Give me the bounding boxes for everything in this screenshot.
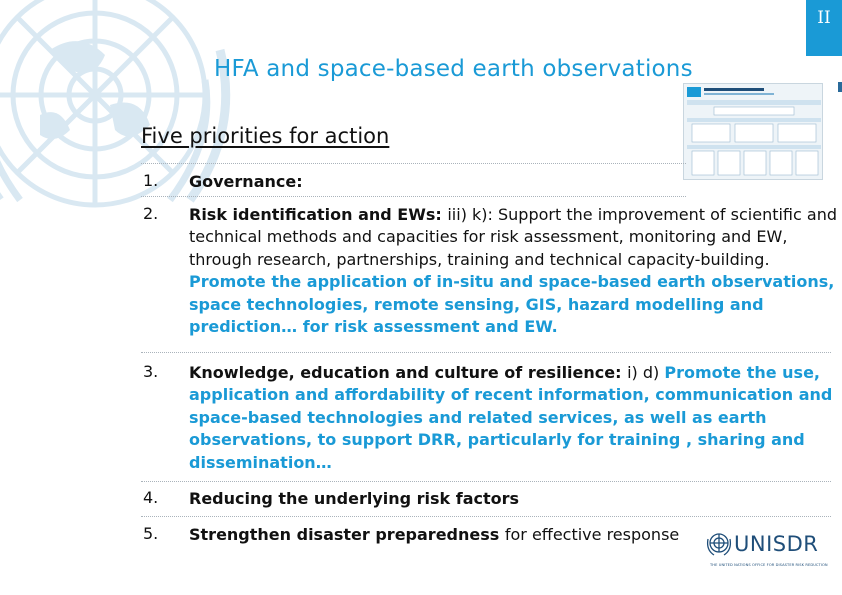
priority-text-segment: Strengthen disaster preparedness <box>189 525 505 544</box>
slide-title: HFA and space-based earth observations <box>214 56 693 82</box>
hfa-framework-thumbnail <box>683 83 823 180</box>
hfa-framework-thumbnail-icon <box>684 84 823 180</box>
unisdr-logo <box>706 530 826 582</box>
priority-text-segment: Risk identification and EWs: <box>189 205 448 224</box>
divider-line <box>141 196 686 197</box>
priority-text-segment: Promote the use, application and affordability of recent information, communication and space-based technologies and related services, as well as earth observations, to support DRR, particularly for training , sharing and dissemination… <box>189 363 833 472</box>
logo-tagline: THE UNITED NATIONS OFFICE FOR DISASTER RISK REDUCTION <box>710 563 828 567</box>
divider-line <box>141 352 831 353</box>
priority-text-segment: Knowledge, education and culture of resilience: <box>189 363 628 382</box>
priority-text-segment: for effective response <box>504 525 680 544</box>
priority-text <box>189 362 839 474</box>
priority-number: 2. <box>143 204 159 223</box>
priority-text <box>189 171 839 193</box>
logo-name: UNISDR <box>734 532 819 556</box>
priority-number: 3. <box>143 362 159 381</box>
divider-line <box>141 516 831 517</box>
priority-text <box>189 488 839 510</box>
section-number-tab: II <box>806 0 842 56</box>
priority-number: 5. <box>143 524 159 543</box>
priority-text-segment: Governance: <box>189 172 303 191</box>
section-subtitle: Five priorities for action <box>141 124 390 148</box>
priority-text-segment: i) d) <box>627 363 665 382</box>
priority-text-segment: iii) k): Support the improvement of scientific and technical methods and capacities for risk assessment, monitoring and EW, through research, partnerships, training and technical capacity-building. <box>189 205 837 269</box>
priority-number: 4. <box>143 488 159 507</box>
priority-number: 1. <box>143 171 159 190</box>
priority-text <box>189 204 839 338</box>
title-accent-mark <box>838 82 842 92</box>
priority-text-segment: Reducing the underlying risk factors <box>189 489 520 508</box>
priority-text-segment: Promote the application of in-situ and space-based earth observations, space technologies, remote sensing, GIS, hazard modelling and prediction… for risk assessment and EW. <box>189 272 835 337</box>
un-emblem-icon <box>706 530 732 560</box>
divider-line <box>141 163 686 164</box>
divider-line <box>141 481 831 482</box>
